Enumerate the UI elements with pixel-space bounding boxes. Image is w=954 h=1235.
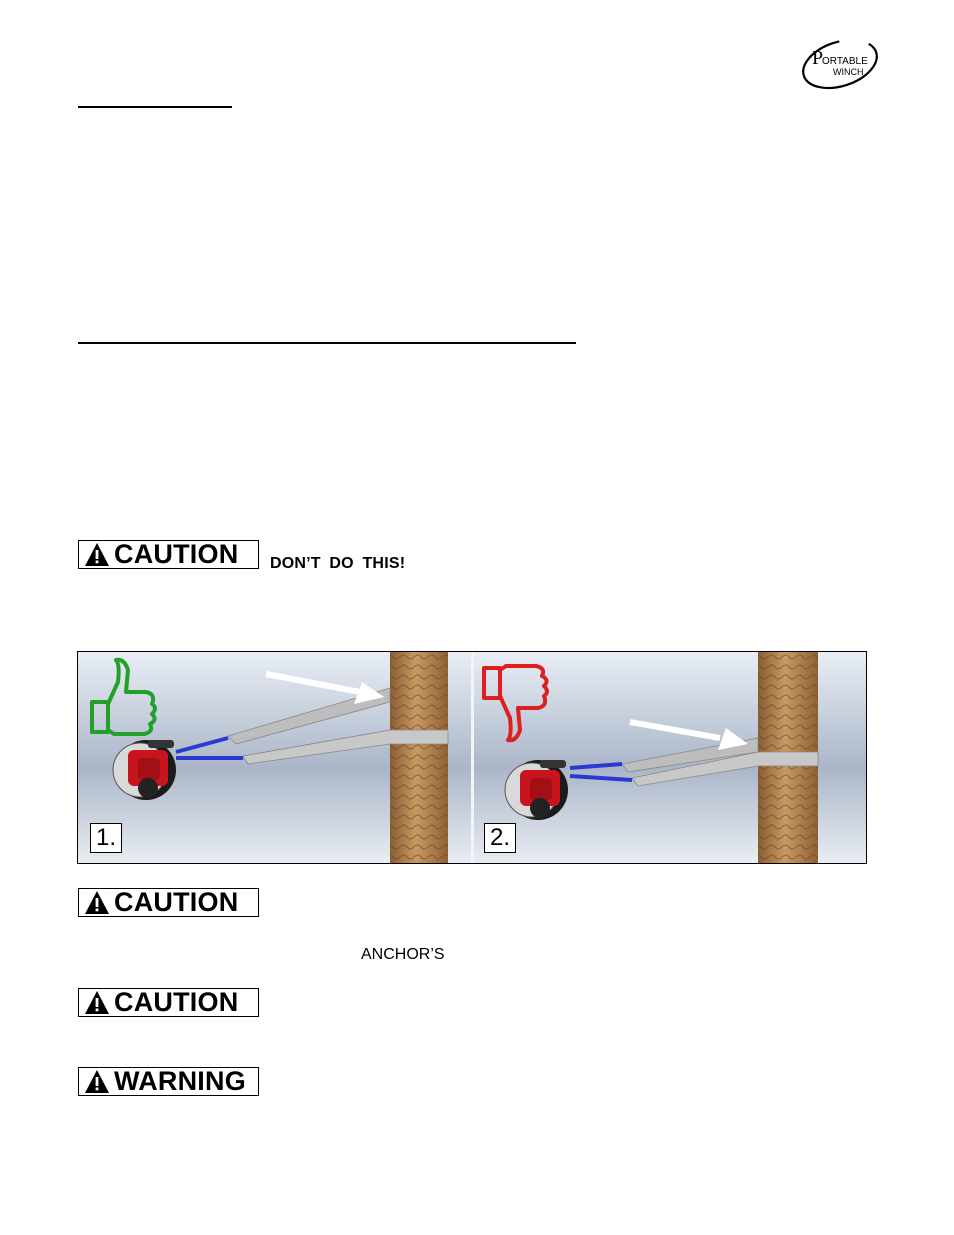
figure-panel-incorrect [474, 652, 866, 863]
warning-triangle-icon [84, 1069, 110, 1095]
caution-sign [78, 540, 259, 569]
portable-winch-logo [800, 38, 880, 90]
warning-triangle-icon [84, 890, 110, 916]
caution-label: CAUTION [114, 887, 239, 917]
section-heading-underline [78, 106, 232, 108]
caution-sign [78, 888, 259, 917]
warning-sign [78, 1067, 259, 1096]
anchors-text: ANCHOR’S [361, 946, 445, 963]
warning-label: WARNING [114, 1066, 246, 1096]
warning-triangle-icon [84, 990, 110, 1016]
figure-panel-correct [78, 652, 472, 863]
panel-number-1: 1. [90, 823, 122, 853]
logo-initial: P [812, 47, 824, 69]
anchor-strap-figure [77, 651, 867, 864]
warning-triangle-icon [84, 542, 110, 568]
caution-label: CAUTION [114, 539, 239, 569]
dont-do-this-text: DON’T DO THIS! [270, 555, 406, 572]
caution-label: CAUTION [114, 987, 239, 1017]
section-heading-underline [78, 342, 576, 344]
logo-line2: WINCH [833, 67, 864, 77]
caution-sign [78, 988, 259, 1017]
logo-line1: ORTABLE [822, 56, 868, 67]
panel-number-2: 2. [484, 823, 516, 853]
